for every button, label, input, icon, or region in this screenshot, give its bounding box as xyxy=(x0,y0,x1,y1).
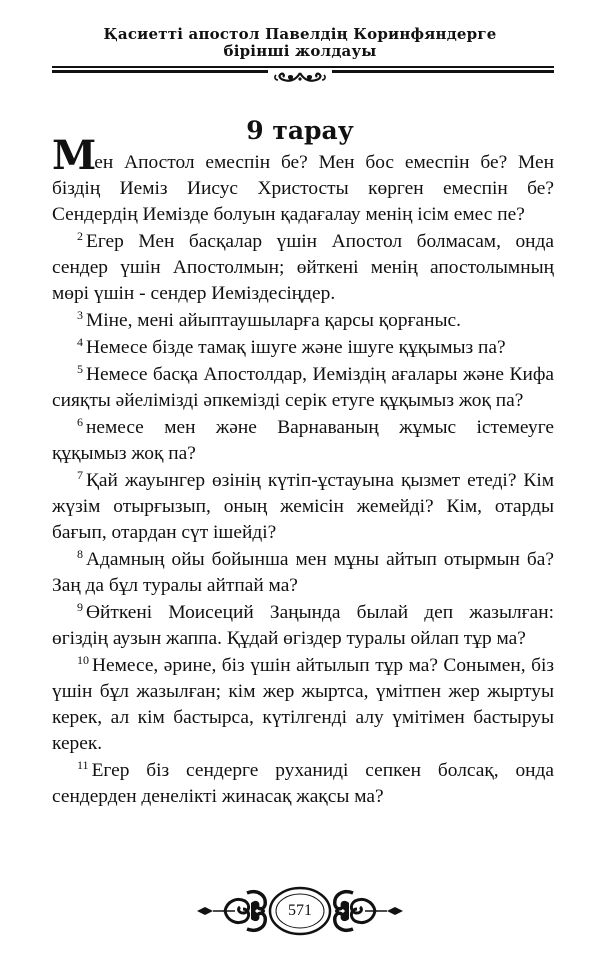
verse-text: Егер Мен басқалар үшін Апостол болмасам, онда сендер үшін Апостолмын; өйткені менің апостолымның мөрі үшін - сендер Иемiздесiңдер. xyxy=(52,231,554,304)
verse-number: 6 xyxy=(77,415,83,429)
chapter-title: 9 тарау xyxy=(246,116,354,145)
page-number: 571 xyxy=(288,902,312,919)
verse-text: Қай жауынгер өзінің күтіп-ұстауына қызмет етеді? Кім жүзім отырғызып, оның жемісін жемейді? Кім, отарды бағып, отардан сүт ішейді? xyxy=(52,470,554,543)
drop-cap: М xyxy=(52,132,95,179)
header-rule-thin xyxy=(52,66,554,68)
running-head-line-1: Қасиетті апостол Павелдің Коринфяндерге xyxy=(103,25,497,43)
verse-text: Немесе, әрине, біз үшін айтылып тұр ма? Сонымен, біз үшін бұл жазылған; кім жер жыртса, үмітпен жер жыртуы керек, ал кім бастырса, күтілгенді алу үмітімен бастыруы керек. xyxy=(52,655,554,754)
verse-10 xyxy=(52,653,554,757)
verse-9 xyxy=(52,600,554,652)
verse-text: Адамның ойы бойынша мен мұны айтып отырмын ба? Заң да бұл туралы айтпай ма? xyxy=(52,549,554,596)
verse-text: немесе мен және Варнаваның жұмыс істемеуге құқымыз жоқ па? xyxy=(52,417,554,464)
verse-number: 8 xyxy=(77,547,83,561)
verse-text: ен Апостол емеспін бе? Мен бос емеспін бе? Мен біздің Иеміз Иисус Христосты көрген емеспін бе? Сендердің Иемізде болуын қадағалау менің ісім емес пе? xyxy=(52,152,554,225)
verse-8 xyxy=(52,547,554,599)
verse-7 xyxy=(52,468,554,546)
verse-number: 5 xyxy=(77,362,83,376)
verse-number: 11 xyxy=(77,758,89,772)
verse-number: 7 xyxy=(77,468,83,482)
header-flourish-icon xyxy=(268,70,332,86)
verse-number: 9 xyxy=(77,600,83,614)
verse-number: 2 xyxy=(77,229,83,243)
verse-4 xyxy=(52,335,554,361)
running-head-line-2: бірінші жолдауы xyxy=(223,42,377,60)
verse-text: Міне, мені айыптаушыларға қарсы қорғаныс. xyxy=(86,310,461,331)
verse-text: Немесе бізде тамақ ішуге және ішуге құқымыз па? xyxy=(86,337,506,358)
verse-6 xyxy=(52,415,554,467)
verse-text: Өйткені Моисеций Заңында былай деп жазылған: өгіздің аузын жаппа. Құдай өгіздер туралы ойлап тұр ма? xyxy=(52,602,554,649)
verse-2 xyxy=(52,229,554,307)
verse-5 xyxy=(52,362,554,414)
running-head xyxy=(0,26,600,60)
verse-11 xyxy=(52,758,554,810)
verse-1 xyxy=(52,132,554,228)
scripture-text xyxy=(52,132,554,811)
verse-number: 4 xyxy=(77,335,83,349)
verse-text: Егер біз сендерге руханиді сепкен болсақ, онда сендерден денелікті жинасақ жақсы ма? xyxy=(52,760,554,807)
verse-number: 10 xyxy=(77,653,89,667)
verse-text: Немесе басқа Апостолдар, Иеміздің ағалары және Кифа сияқты әйелімізді әпкемізді серік етуге құқымыз жоқ па? xyxy=(52,364,554,411)
verse-3 xyxy=(52,308,554,334)
verse-number: 3 xyxy=(77,308,83,322)
